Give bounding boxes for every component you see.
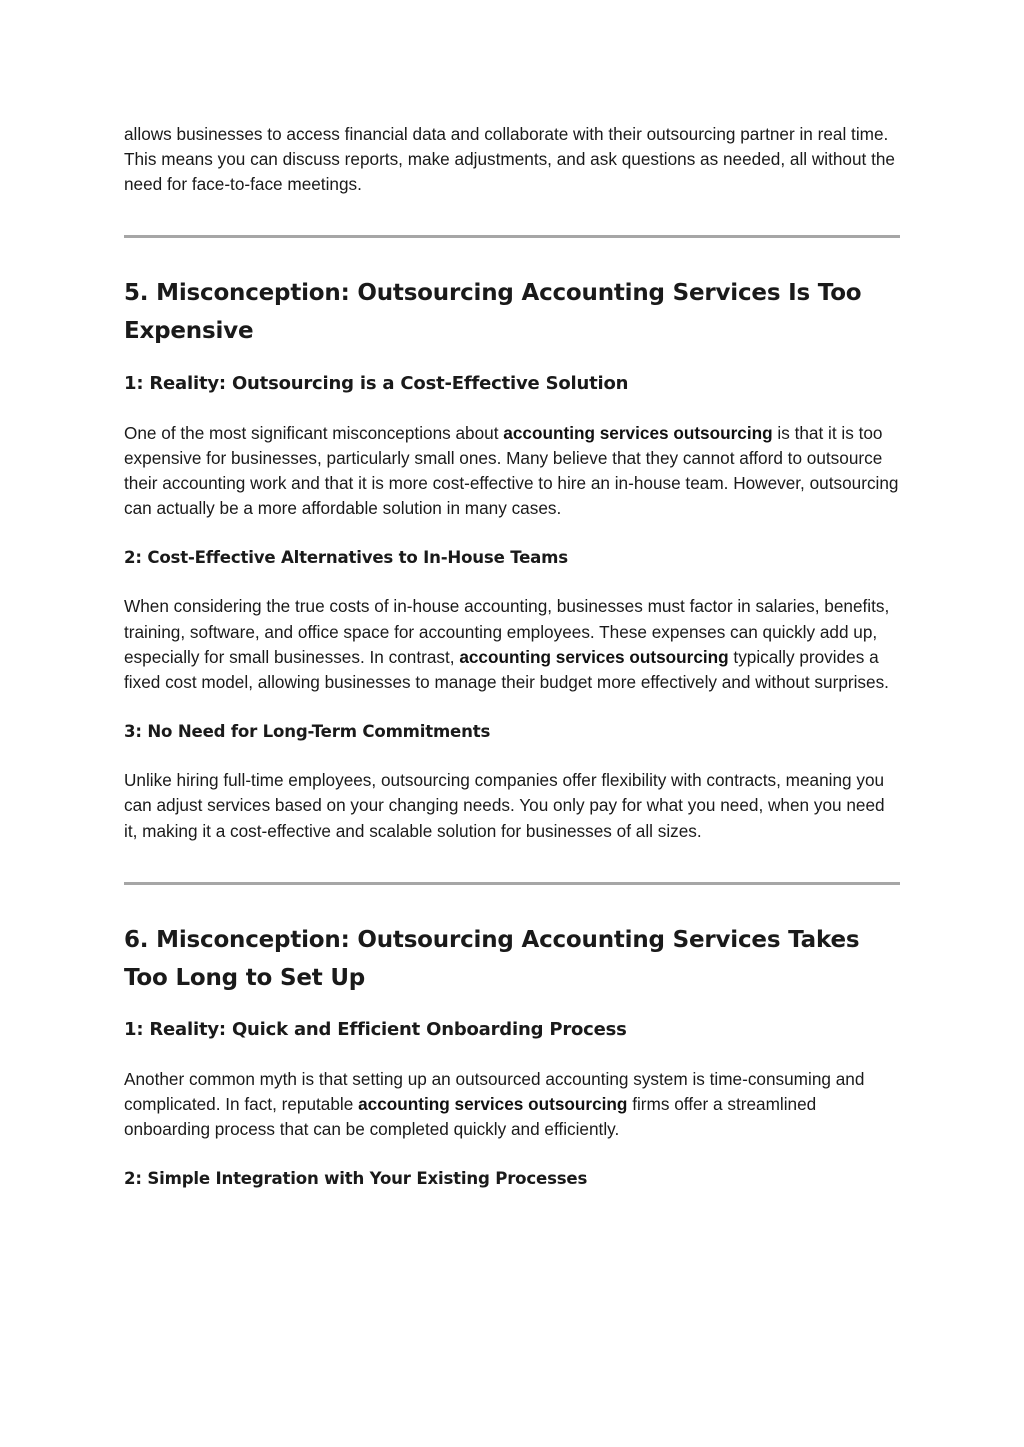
section-5-sub-1-paragraph <box>124 421 900 522</box>
text-run: When considering the true costs of in-house accounting, businesses must factor in salaries, benefits, training, software, and office space for accounting employees. These expenses can quickly add up, especially for small businesses. In contrast, <box>124 596 890 667</box>
text-run: is that it is too expensive for businesses, particularly small ones. Many believe that they cannot afford to outsource their accounting work and that it is more cost-effective to hire an in-house team. However, outsourcing can actually be a more affordable solution in many cases. <box>124 422 899 519</box>
section-5-sub-1-heading: 1: Reality: Outsourcing is a Cost-Effective Solution <box>124 372 629 394</box>
section-divider <box>124 235 900 238</box>
intro-paragraph: allows businesses to access financial data and collaborate with their outsourcing partner in real time. This means you can discuss reports, make adjustments, and ask questions as needed, all without the need for face-to-face meetings. <box>124 124 895 195</box>
section-6-sub-1-paragraph <box>124 1067 900 1143</box>
keyword-bold: accounting services outsourcing <box>358 1094 628 1115</box>
section-divider <box>124 882 900 885</box>
section-6-sub-2-heading: 2: Simple Integration with Your Existing Processes <box>124 1169 588 1189</box>
keyword-bold: accounting services outsourcing <box>503 422 773 443</box>
section-5-sub-3-heading: 3: No Need for Long-Term Commitments <box>124 722 491 742</box>
text-run: One of the most significant misconceptions about <box>124 422 504 443</box>
document-page <box>124 122 900 1190</box>
text-run: firms offer a streamlined onboarding process that can be completed quickly and efficiently. <box>124 1094 817 1140</box>
section-5-title: 5. Misconception: Outsourcing Accounting Services Is Too Expensive <box>124 279 862 345</box>
keyword-bold: accounting services outsourcing <box>459 646 729 667</box>
text-run: Another common myth is that setting up an outsourced accounting system is time-consuming and complicated. In fact, reputable <box>124 1068 865 1115</box>
text-run: typically provides a fixed cost model, allowing businesses to manage their budget more effectively and without surprises. <box>124 646 889 693</box>
section-5-sub-3-paragraph: Unlike hiring full-time employees, outsourcing companies offer flexibility with contracts, meaning you can adjust services based on your changing needs. You only pay for what you need, when you need it, making it a cost-effective and scalable solution for businesses of all sizes. <box>124 770 885 841</box>
section-5-sub-2-paragraph <box>124 594 900 695</box>
section-6-sub-1-heading: 1: Reality: Quick and Efficient Onboarding Process <box>124 1018 627 1040</box>
section-6-title: 6. Misconception: Outsourcing Accounting Services Takes Too Long to Set Up <box>124 926 860 992</box>
section-5-sub-2-heading: 2: Cost-Effective Alternatives to In-House Teams <box>124 548 568 568</box>
